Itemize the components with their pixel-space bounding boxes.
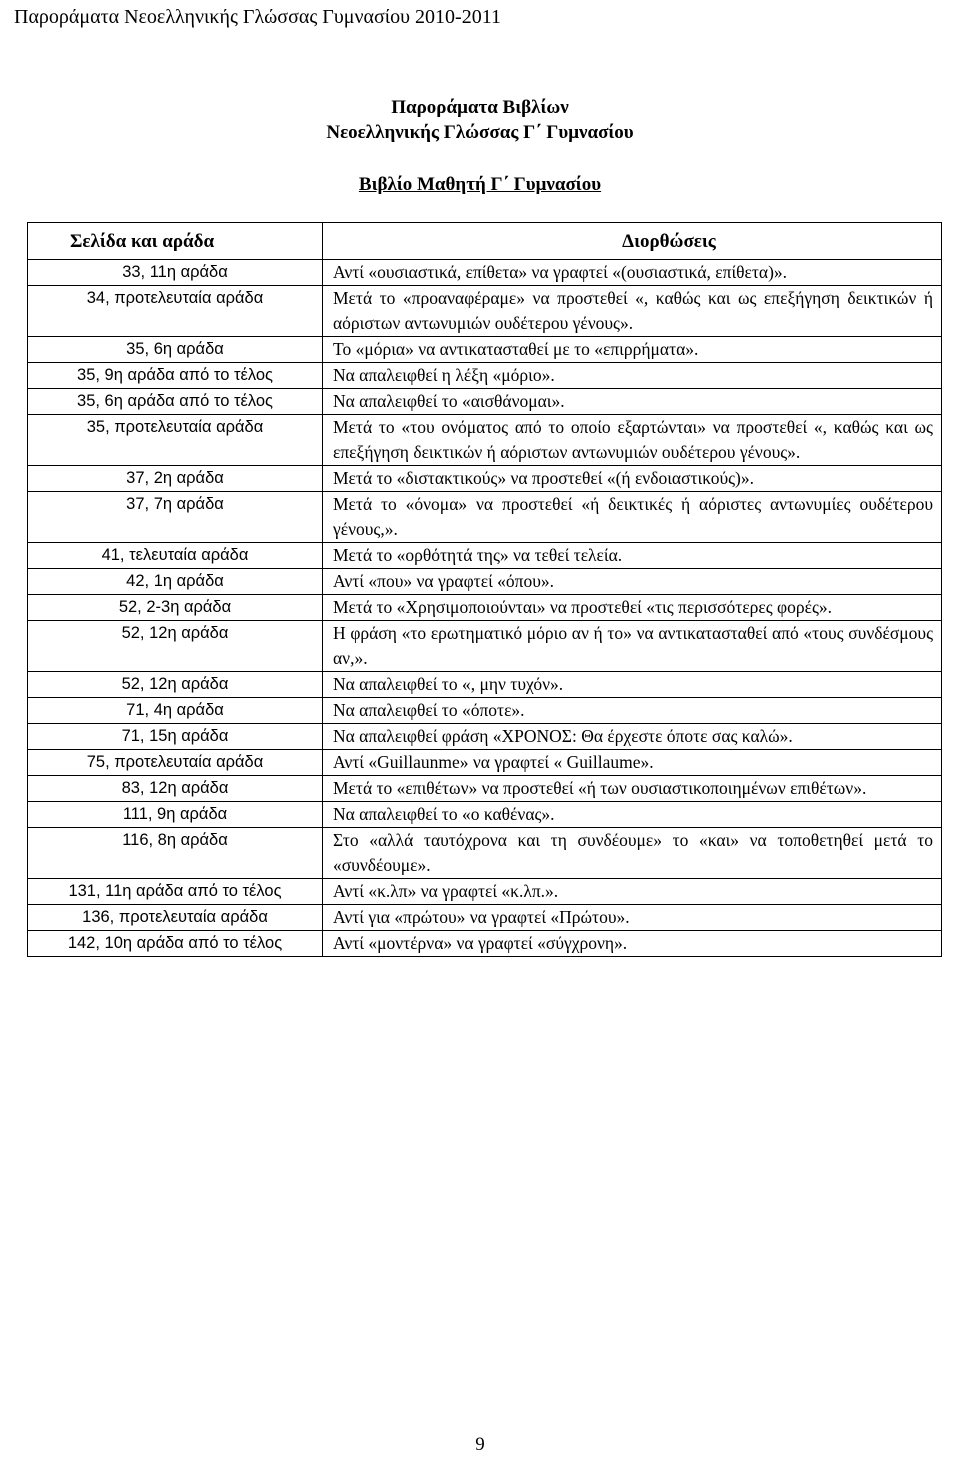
page-line-cell: 37, 2η αράδα — [28, 466, 323, 492]
correction-cell: Να απαλειφθεί το «όποτε». — [323, 698, 942, 724]
table-row — [28, 363, 942, 389]
page-line-cell: 35, 9η αράδα από το τέλος — [28, 363, 323, 389]
page-line-cell: 136, προτελευταία αράδα — [28, 905, 323, 931]
column-header-corrections: Διορθώσεις — [323, 223, 942, 260]
page-number: 9 — [475, 1434, 485, 1455]
page-line-cell: 34, προτελευταία αράδα — [28, 286, 323, 337]
table-row — [28, 828, 942, 879]
correction-cell: Το «μόρια» να αντικατασταθεί με το «επιρρήματα». — [323, 337, 942, 363]
page-line-cell: 71, 15η αράδα — [28, 724, 323, 750]
page-line-cell: 75, προτελευταία αράδα — [28, 750, 323, 776]
correction-cell: Στο «αλλά ταυτόχρονα και τη συνδέουμε» το «και» να τοποθετηθεί μετά το «συνδέουμε». — [323, 828, 942, 879]
correction-cell: Μετά το «επιθέτων» να προστεθεί «ή των ουσιαστικοποιημένων επιθέτων». — [323, 776, 942, 802]
correction-cell: Να απαλειφθεί φράση «ΧΡΟΝΟΣ: Θα έρχεστε όποτε σας καλώ». — [323, 724, 942, 750]
page-line-cell: 111, 9η αράδα — [28, 802, 323, 828]
table-row — [28, 672, 942, 698]
page-line-cell: 35, 6η αράδα από το τέλος — [28, 389, 323, 415]
correction-cell: Να απαλειφθεί το «ο καθένας». — [323, 802, 942, 828]
table-row — [28, 286, 942, 337]
table-row — [28, 389, 942, 415]
page-line-cell: 41, τελευταία αράδα — [28, 543, 323, 569]
correction-cell: Αντί «κ.λπ» να γραφτεί «κ.λπ.». — [323, 879, 942, 905]
table-row — [28, 466, 942, 492]
table-row — [28, 621, 942, 672]
correction-cell: Η φράση «το ερωτηματικό μόριο αν ή το» να αντικατασταθεί από «τους συνδέσμους αν,». — [323, 621, 942, 672]
correction-cell: Να απαλειφθεί η λέξη «μόριο». — [323, 363, 942, 389]
table-row — [28, 492, 942, 543]
table-row — [28, 698, 942, 724]
table-row — [28, 879, 942, 905]
document-title: Παροράματα Βιβλίων — [391, 97, 569, 118]
page-line-cell: 52, 12η αράδα — [28, 672, 323, 698]
corrections-table — [27, 222, 942, 957]
correction-cell: Αντί «Guillaunme» να γραφτεί « Guillaume». — [323, 750, 942, 776]
correction-cell: Μετά το «Χρησιμοποιούνται» να προστεθεί «τις περισσότερες φορές». — [323, 595, 942, 621]
table-row — [28, 931, 942, 957]
page-line-cell: 142, 10η αράδα από το τέλος — [28, 931, 323, 957]
table-header-row — [28, 223, 942, 260]
page-line-cell: 42, 1η αράδα — [28, 569, 323, 595]
correction-cell: Μετά το «όνομα» να προστεθεί «ή δεικτικές ή αόριστες αντωνυμίες ουδέτερου γένους,». — [323, 492, 942, 543]
table-row — [28, 337, 942, 363]
page-line-cell: 52, 12η αράδα — [28, 621, 323, 672]
table-row — [28, 543, 942, 569]
correction-cell: Μετά το «προαναφέραμε» να προστεθεί «, καθώς και ως επεξήγηση δεικτικών ή αόριστων αντωνυμιών ουδέτερου γένους». — [323, 286, 942, 337]
document-title-line2: Νεοελληνικής Γλώσσας Γ΄ Γυμνασίου — [326, 122, 634, 143]
correction-cell: Αντί για «πρώτου» να γραφτεί «Πρώτου». — [323, 905, 942, 931]
correction-cell: Μετά το «ορθότητά της» να τεθεί τελεία. — [323, 543, 942, 569]
table-row — [28, 750, 942, 776]
table-row — [28, 595, 942, 621]
page-line-cell: 71, 4η αράδα — [28, 698, 323, 724]
page-line-cell: 35, 6η αράδα — [28, 337, 323, 363]
table-row — [28, 569, 942, 595]
page-line-cell: 83, 12η αράδα — [28, 776, 323, 802]
correction-cell: Μετά το «του ονόματος από το οποίο εξαρτώνται» να προστεθεί «, καθώς και ως επεξήγηση δεικτικών ή αόριστων αντωνυμιών ουδέτερου γένους». — [323, 415, 942, 466]
page-line-cell: 52, 2-3η αράδα — [28, 595, 323, 621]
correction-cell: Να απαλειφθεί το «, μην τυχόν». — [323, 672, 942, 698]
page-line-cell: 35, προτελευταία αράδα — [28, 415, 323, 466]
page-line-cell: 131, 11η αράδα από το τέλος — [28, 879, 323, 905]
document-subtitle: Βιβλίο Μαθητή Γ΄ Γυμνασίου — [358, 174, 602, 195]
running-header: Παροράματα Νεοελληνικής Γλώσσας Γυμνασίου 2010-2011 — [14, 6, 501, 28]
correction-cell: Να απαλειφθεί το «αισθάνομαι». — [323, 389, 942, 415]
page-line-cell: 37, 7η αράδα — [28, 492, 323, 543]
correction-cell: Αντί «που» να γραφτεί «όπου». — [323, 569, 942, 595]
correction-cell: Μετά το «διστακτικούς» να προστεθεί «(ή ενδοιαστικούς)». — [323, 466, 942, 492]
table-row — [28, 415, 942, 466]
correction-cell: Αντί «μοντέρνα» να γραφτεί «σύγχρονη». — [323, 931, 942, 957]
page-line-cell: 33, 11η αράδα — [28, 260, 323, 286]
column-header-page-line: Σελίδα και αράδα — [28, 223, 323, 260]
table-row — [28, 776, 942, 802]
table-row — [28, 724, 942, 750]
page-line-cell: 116, 8η αράδα — [28, 828, 323, 879]
table-row — [28, 905, 942, 931]
table-row — [28, 802, 942, 828]
correction-cell: Αντί «ουσιαστικά, επίθετα» να γραφτεί «(ουσιαστικά, επίθετα)». — [323, 260, 942, 286]
table-row — [28, 260, 942, 286]
